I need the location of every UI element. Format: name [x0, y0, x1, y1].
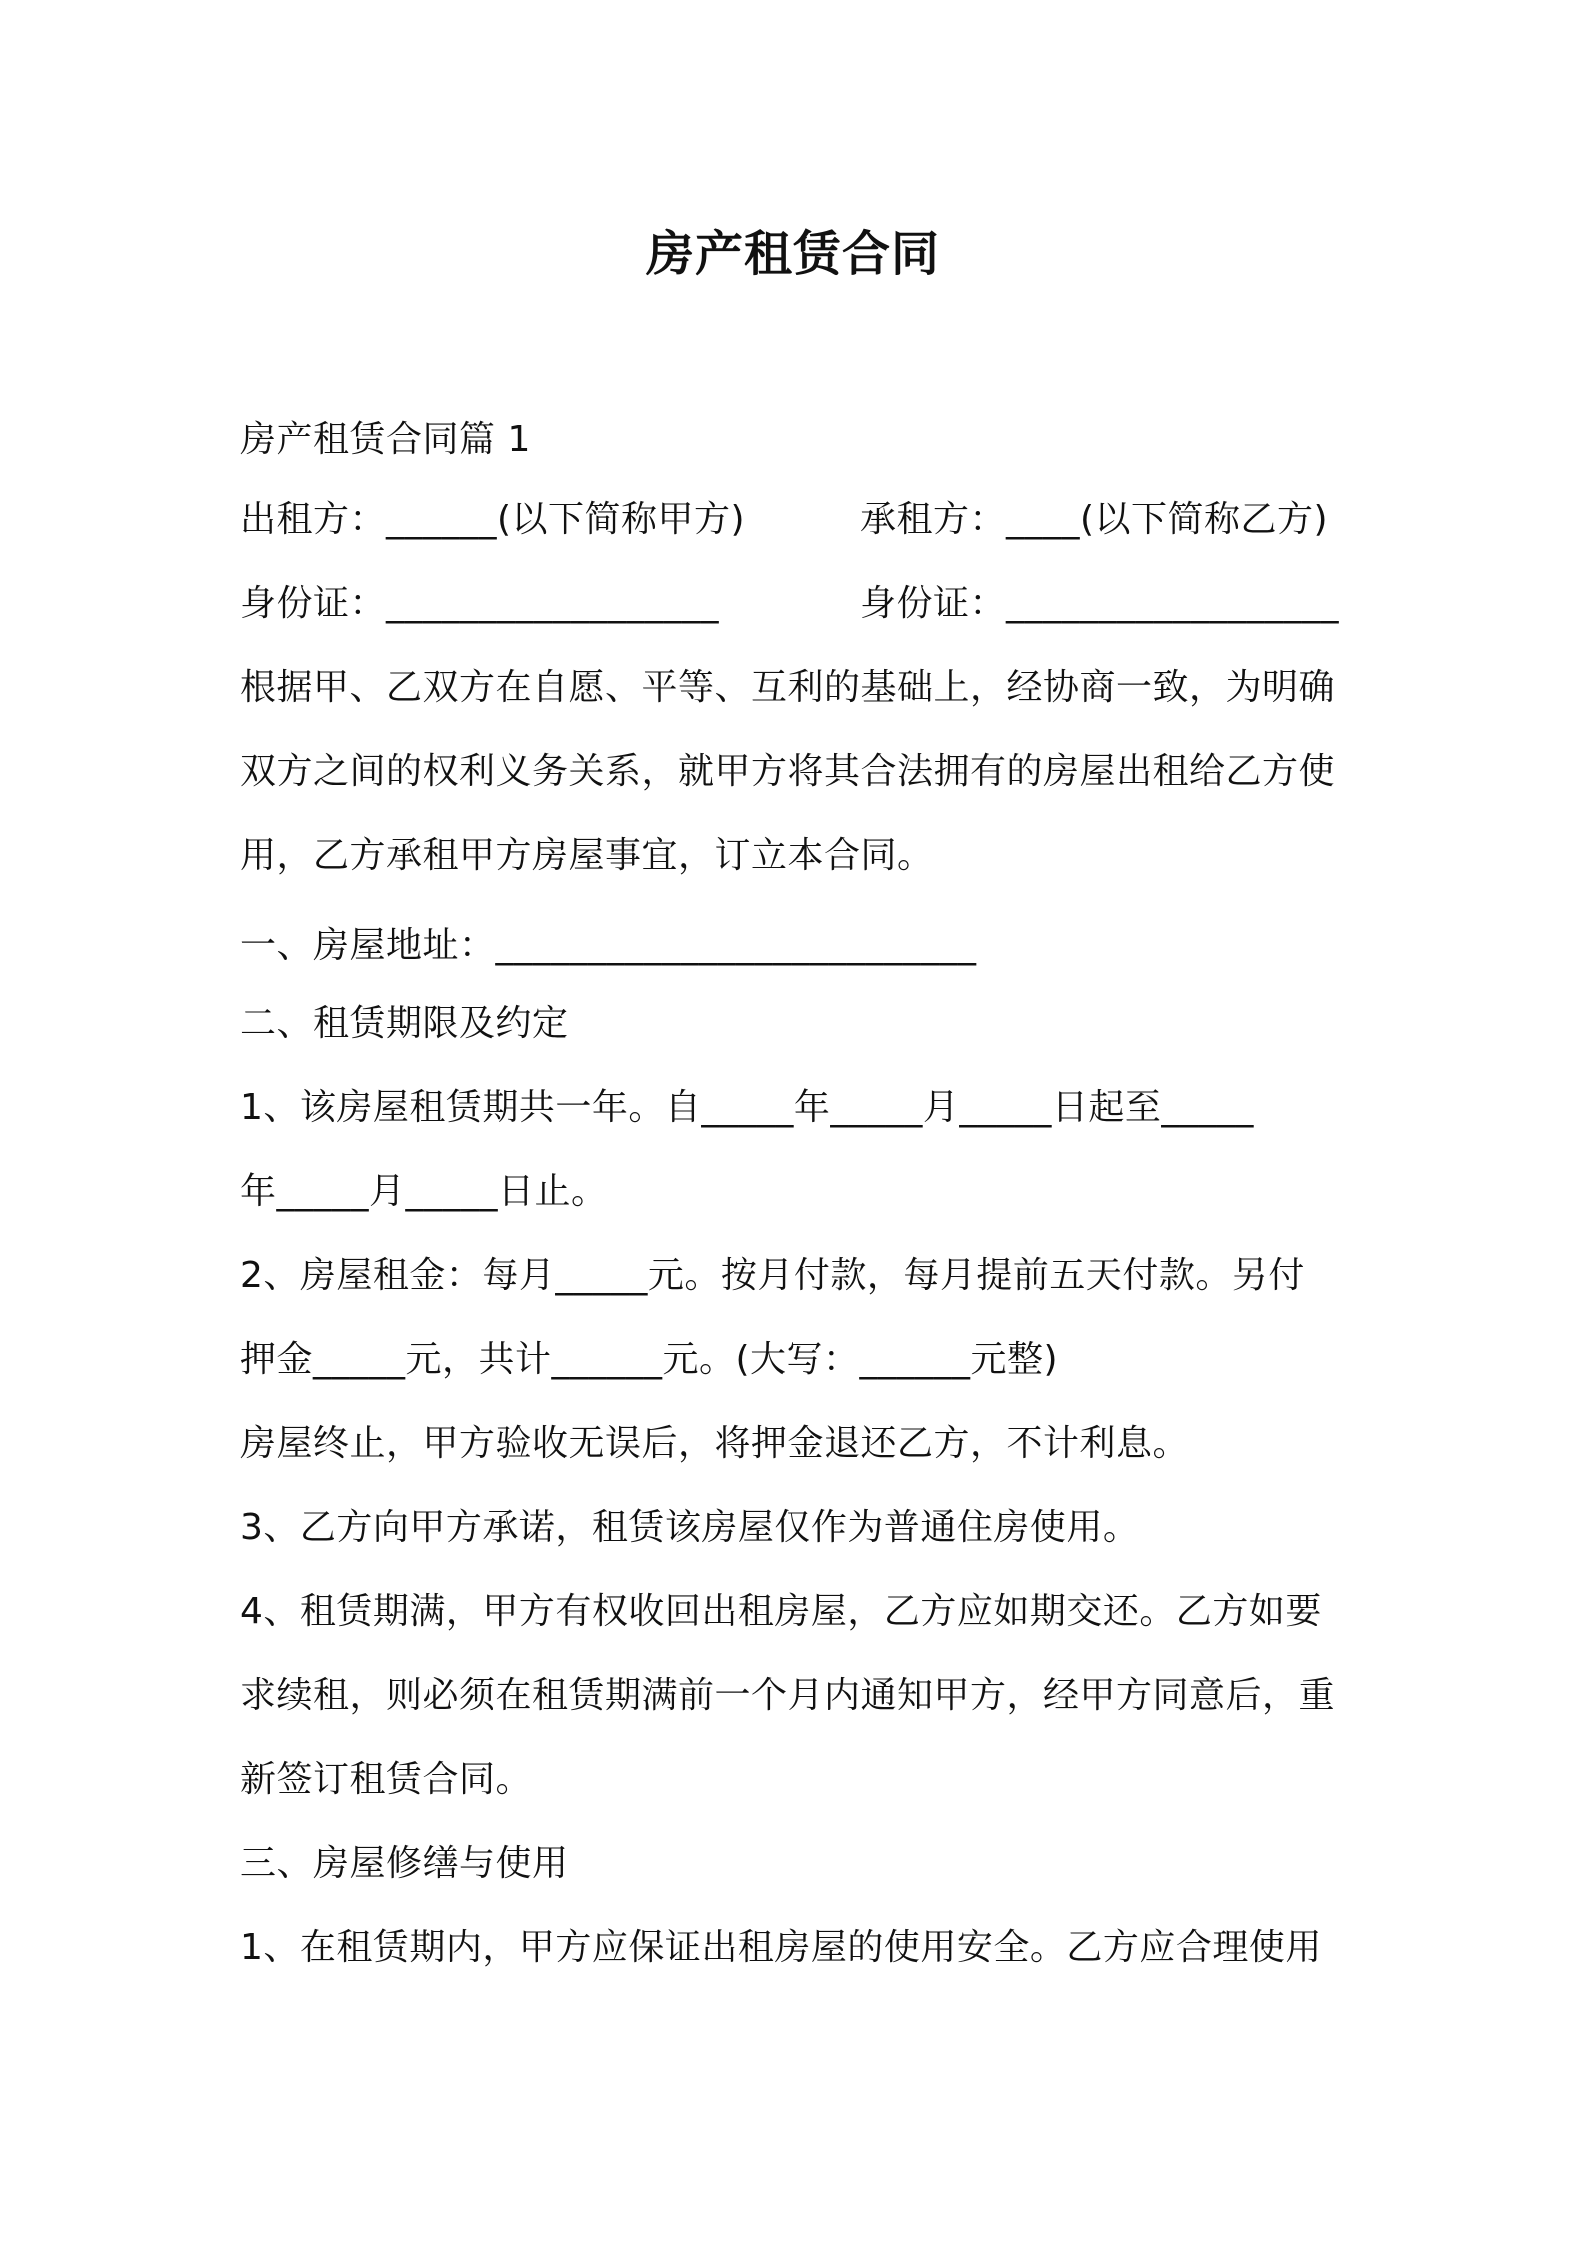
clause-line: 4、租赁期满，甲方有权收回出租房屋，乙方应如期交还。乙方如要: [240, 1591, 1322, 1632]
clause-line: 1、在租赁期内，甲方应保证出租房屋的使用安全。乙方应合理使用: [240, 1927, 1322, 1968]
clause-line: 求续租，则必须在租赁期满前一个月内通知甲方，经甲方同意后，重: [240, 1675, 1336, 1716]
preamble-line: 根据甲、乙双方在自愿、平等、互利的基础上，经协商一致，为明确: [240, 667, 1336, 708]
clause-line: 3、乙方向甲方承诺，租赁该房屋仅作为普通住房使用。: [240, 1507, 1140, 1548]
clause-line: 年_____月_____日止。: [240, 1171, 608, 1212]
clause-line: 1、该房屋租赁期共一年。自_____年_____月_____日起至_____: [240, 1087, 1254, 1128]
section-1-address: 一、房屋地址：__________________________: [240, 925, 977, 966]
clause-line: 新签订租赁合同。: [240, 1759, 533, 1800]
clause-line: 2、房屋租金：每月_____元。按月付款，每月提前五天付款。另付: [240, 1255, 1305, 1296]
lessee-id-line: 身份证：__________________: [860, 583, 1340, 624]
section-2-heading: 二、租赁期限及约定: [240, 1003, 569, 1044]
preamble-line: 用，乙方承租甲方房屋事宜，订立本合同。: [240, 835, 934, 876]
lessor-id-line: 身份证：__________________: [240, 583, 720, 624]
document-subtitle: 房产租赁合同篇 1: [240, 419, 531, 460]
preamble-line: 双方之间的权利义务关系，就甲方将其合法拥有的房屋出租给乙方使: [240, 751, 1336, 792]
document-title: 房产租赁合同: [645, 226, 940, 282]
lessor-line: 出租方：______(以下简称甲方): [240, 499, 746, 540]
clause-line: 房屋终止，甲方验收无误后，将押金退还乙方，不计利息。: [240, 1423, 1190, 1464]
clause-line: 押金_____元，共计______元。(大写：______元整): [240, 1339, 1059, 1380]
lessee-line: 承租方：____(以下简称乙方): [860, 499, 1329, 540]
section-3-heading: 三、房屋修缮与使用: [240, 1843, 569, 1884]
